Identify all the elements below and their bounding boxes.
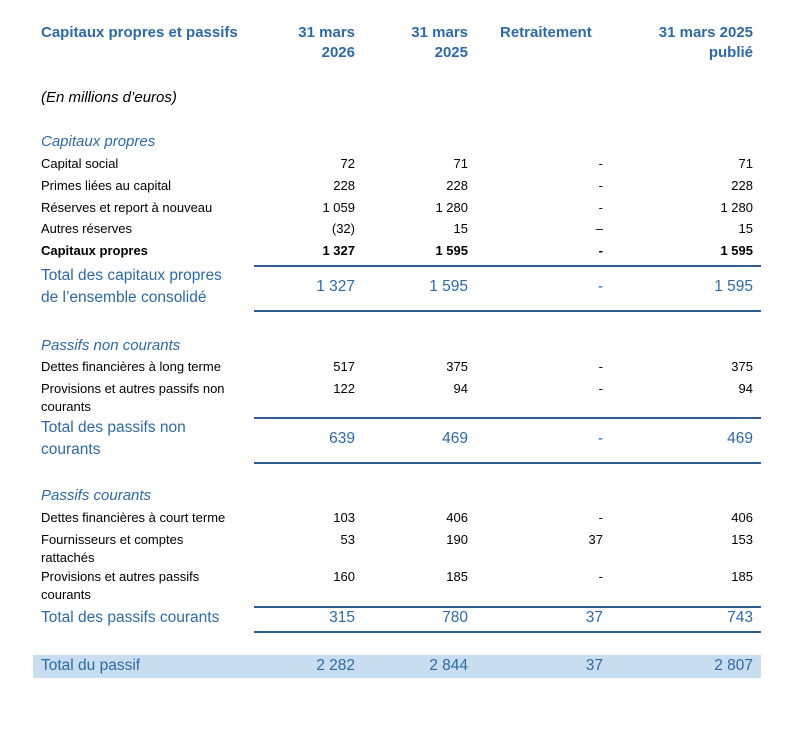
cell-2025-publie: 71 bbox=[738, 156, 753, 171]
cell-2026: 517 bbox=[333, 359, 355, 374]
cell-retraitement: - bbox=[598, 156, 603, 171]
total-current-label: Total des passifs courants bbox=[41, 609, 220, 626]
header-col-2026 bbox=[255, 23, 355, 63]
section-title-current: Passifs courants bbox=[41, 487, 152, 504]
cell-2025: 94 bbox=[453, 381, 468, 396]
total-noncurrent-retraitement: - bbox=[597, 430, 603, 447]
cell-2026: (32) bbox=[331, 221, 355, 236]
total-equity-retraitement: - bbox=[597, 278, 603, 295]
total-current-2026: 315 bbox=[329, 609, 355, 626]
cell-2025: 185 bbox=[446, 569, 468, 584]
table-row-subtotal bbox=[41, 242, 761, 260]
row-label-line1: Provisions et autres passifs bbox=[41, 569, 200, 584]
units-note: (En millions d’euros) bbox=[41, 89, 177, 106]
header-col-2026-line2: 2026 bbox=[321, 44, 355, 61]
total-current-2025-publie: 743 bbox=[727, 609, 753, 626]
total-equity-2025: 1 595 bbox=[429, 278, 468, 295]
row-label: Capital social bbox=[41, 156, 119, 171]
header-col-2025 bbox=[368, 23, 468, 63]
row-label-line2: rattachés bbox=[41, 550, 95, 565]
total-noncurrent-2026: 639 bbox=[329, 430, 355, 447]
cell-retraitement: - bbox=[598, 243, 603, 258]
cell-2025: 71 bbox=[453, 156, 468, 171]
table-row bbox=[41, 568, 761, 604]
cell-2026: 160 bbox=[333, 569, 355, 584]
cell-2025: 15 bbox=[453, 221, 468, 236]
total-current-retraitement: 37 bbox=[585, 609, 603, 626]
cell-2026: 228 bbox=[333, 178, 355, 193]
header-col-2025-line1: 31 mars bbox=[411, 24, 468, 41]
row-label bbox=[41, 380, 225, 416]
cell-2025: 228 bbox=[446, 178, 468, 193]
cell-retraitement: – bbox=[595, 221, 603, 236]
cell-2026: 103 bbox=[333, 510, 355, 525]
table-row bbox=[41, 220, 761, 238]
row-label bbox=[41, 531, 183, 567]
table-row bbox=[41, 177, 761, 195]
total-current-2025: 780 bbox=[442, 609, 468, 626]
cell-2025-publie: 15 bbox=[738, 221, 753, 236]
cell-retraitement: - bbox=[598, 359, 603, 374]
cell-2025: 1 595 bbox=[435, 243, 468, 258]
total-equity-label-line2: de l’ensemble consolidé bbox=[41, 289, 207, 306]
cell-2026: 53 bbox=[340, 532, 355, 547]
header-col-2025-publie bbox=[613, 23, 753, 63]
row-label: Dettes financières à court terme bbox=[41, 510, 226, 525]
header-col-retraitement-text: Retraitement bbox=[500, 24, 592, 41]
cell-retraitement: - bbox=[598, 510, 603, 525]
total-noncurrent-2025: 469 bbox=[442, 430, 468, 447]
row-label-line1: Provisions et autres passifs non bbox=[41, 381, 225, 396]
row-label: Primes liées au capital bbox=[41, 178, 172, 193]
header-label-text: Capitaux propres et passifs bbox=[41, 24, 238, 41]
header-col-2025-publie-line1: 31 mars 2025 bbox=[658, 24, 753, 41]
row-label: Dettes financières à long terme bbox=[41, 359, 221, 374]
cell-2025-publie: 94 bbox=[738, 381, 753, 396]
total-noncurrent-label bbox=[41, 417, 186, 461]
grand-total-2026: 2 282 bbox=[316, 657, 355, 674]
cell-2025: 1 280 bbox=[435, 200, 468, 215]
row-label: Capitaux propres bbox=[41, 243, 148, 258]
header-col-2025-line2: 2025 bbox=[434, 44, 468, 61]
row-label bbox=[41, 568, 199, 604]
grand-total-2025-publie: 2 807 bbox=[714, 657, 753, 674]
table-row bbox=[41, 531, 761, 567]
cell-2025-publie: 406 bbox=[731, 510, 753, 525]
header-col-2026-line1: 31 mars bbox=[298, 24, 355, 41]
total-noncurrent-label-line2: courants bbox=[41, 441, 101, 458]
cell-2026: 1 327 bbox=[322, 243, 355, 258]
cell-2025-publie: 375 bbox=[731, 359, 753, 374]
grand-total-label: Total du passif bbox=[41, 657, 141, 674]
divider-current-bottom bbox=[254, 631, 761, 633]
cell-retraitement: - bbox=[598, 178, 603, 193]
cell-2026: 122 bbox=[333, 381, 355, 396]
section-title-noncurrent: Passifs non courants bbox=[41, 337, 181, 354]
total-equity-2026: 1 327 bbox=[316, 278, 355, 295]
divider-equity-top bbox=[254, 265, 761, 267]
cell-2026: 72 bbox=[340, 156, 355, 171]
divider-equity-bottom bbox=[254, 310, 761, 312]
cell-retraitement: - bbox=[598, 381, 603, 396]
total-noncurrent-2025-publie: 469 bbox=[727, 430, 753, 447]
cell-retraitement: - bbox=[598, 200, 603, 215]
row-label-line2: courants bbox=[41, 587, 91, 602]
row-label-line1: Fournisseurs et comptes bbox=[41, 532, 184, 547]
cell-2025-publie: 1 595 bbox=[720, 243, 753, 258]
total-equity-label bbox=[41, 265, 222, 309]
total-noncurrent-label-line1: Total des passifs non bbox=[41, 419, 186, 436]
grand-total-retraitement: 37 bbox=[585, 657, 603, 674]
row-label: Autres réserves bbox=[41, 221, 133, 236]
divider-noncurrent-bottom bbox=[254, 462, 761, 464]
table-row bbox=[41, 509, 761, 527]
grand-total-2025: 2 844 bbox=[429, 657, 468, 674]
row-label-line2: courants bbox=[41, 399, 91, 414]
row-label: Réserves et report à nouveau bbox=[41, 200, 213, 215]
header-label bbox=[41, 23, 241, 43]
header-col-2025-publie-line2: publié bbox=[708, 44, 753, 61]
header-col-retraitement bbox=[500, 23, 610, 43]
cell-retraitement: - bbox=[598, 569, 603, 584]
table-row bbox=[41, 199, 761, 217]
cell-2025-publie: 153 bbox=[731, 532, 753, 547]
cell-retraitement: 37 bbox=[588, 532, 603, 547]
cell-2025: 190 bbox=[446, 532, 468, 547]
cell-2025-publie: 228 bbox=[731, 178, 753, 193]
cell-2025: 375 bbox=[446, 359, 468, 374]
divider-noncurrent-top bbox=[254, 417, 761, 419]
total-equity-2025-publie: 1 595 bbox=[714, 278, 753, 295]
table-row bbox=[41, 380, 761, 416]
table-row bbox=[41, 155, 761, 173]
cell-2025-publie: 185 bbox=[731, 569, 753, 584]
cell-2026: 1 059 bbox=[322, 200, 355, 215]
cell-2025: 406 bbox=[446, 510, 468, 525]
table-row bbox=[41, 358, 761, 376]
cell-2025-publie: 1 280 bbox=[720, 200, 753, 215]
total-equity-label-line1: Total des capitaux propres bbox=[41, 267, 222, 284]
section-title-equity: Capitaux propres bbox=[41, 133, 156, 150]
